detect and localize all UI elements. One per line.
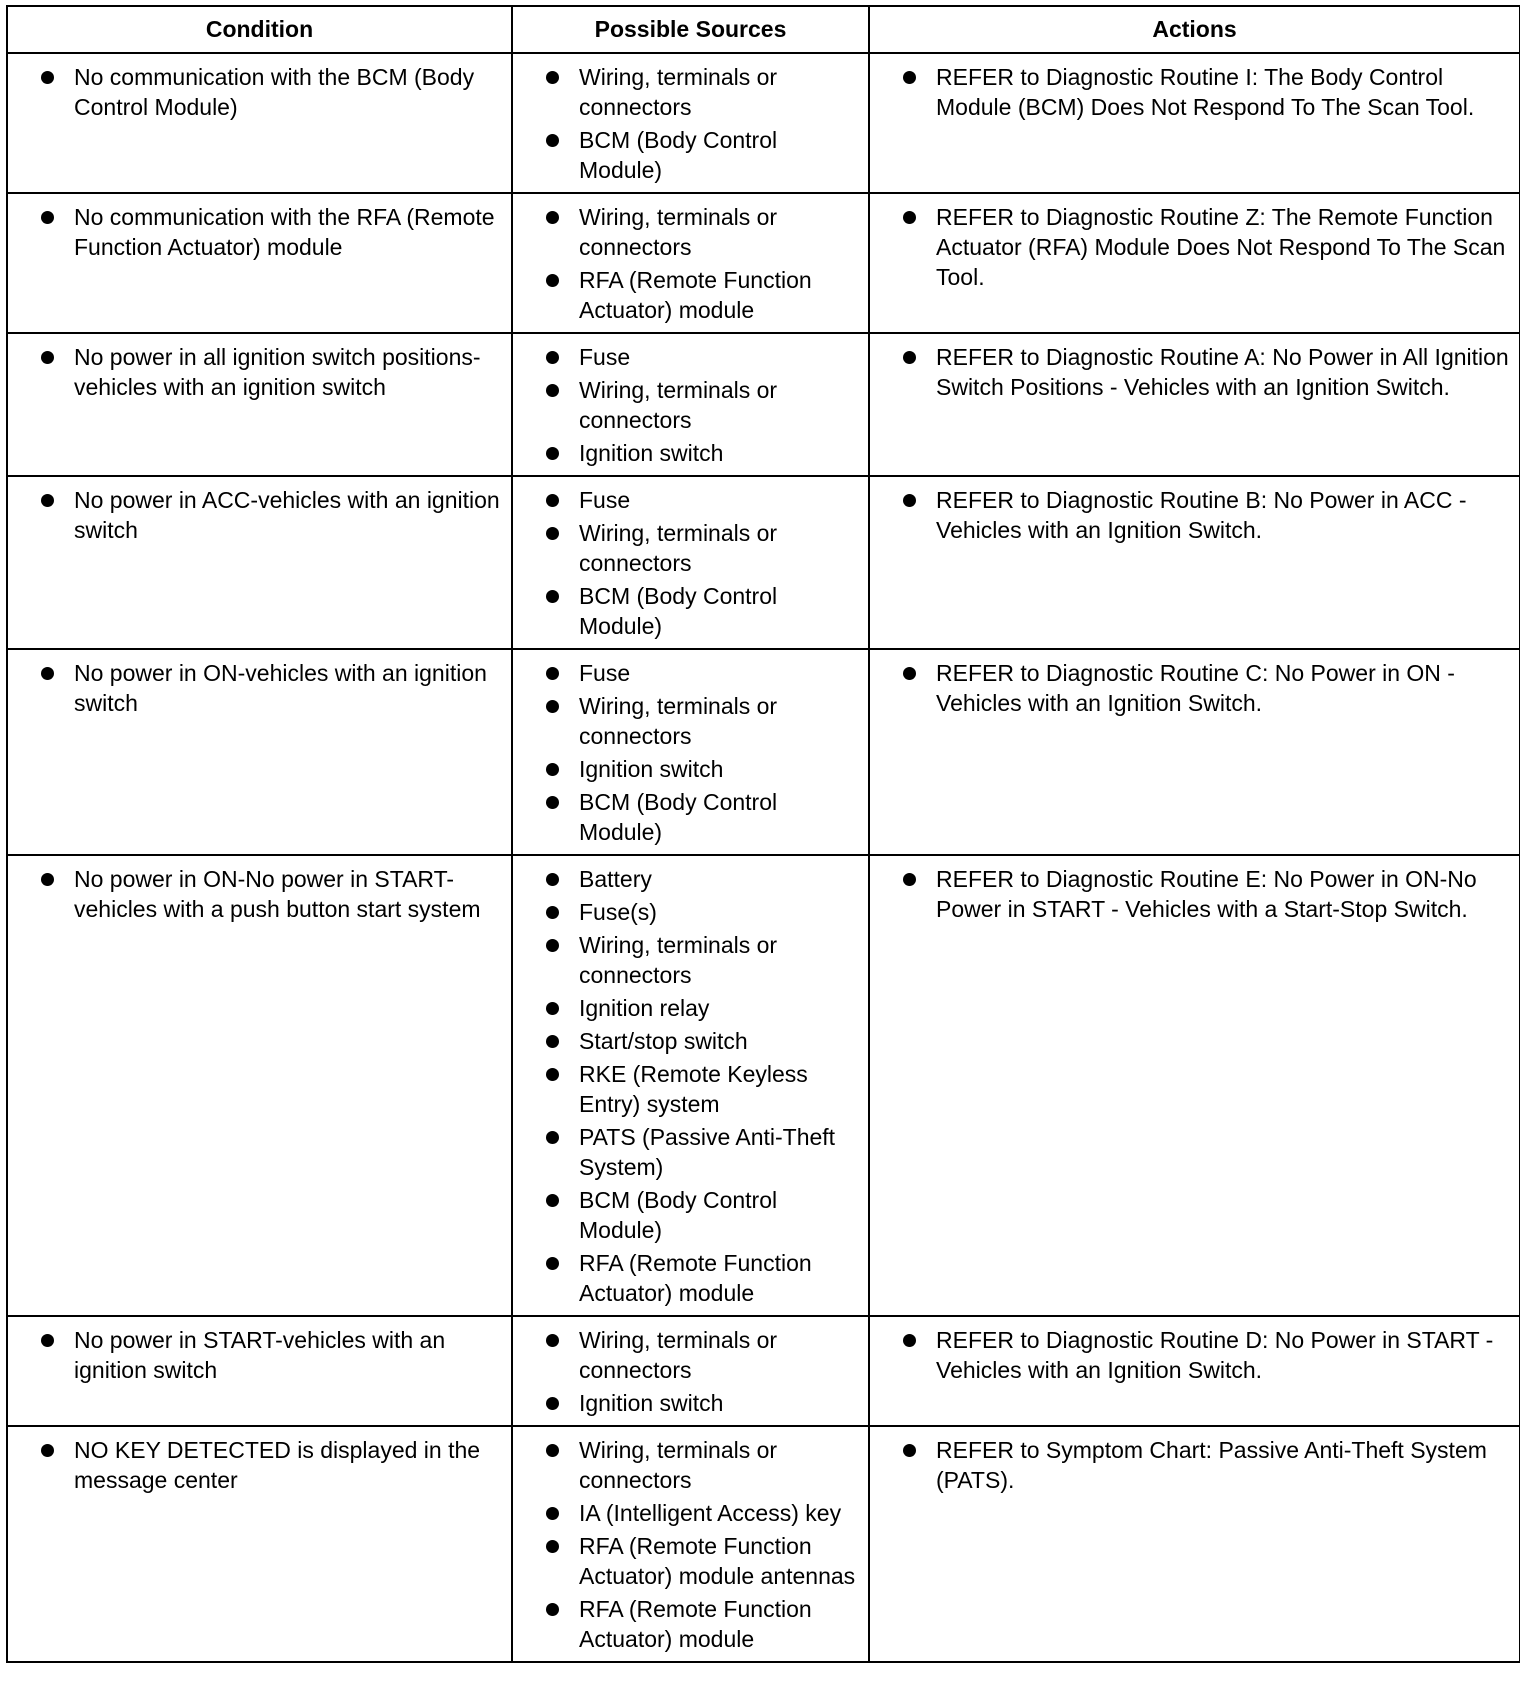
- bullet-icon: [903, 71, 916, 84]
- list-item-text: Battery: [579, 866, 652, 892]
- list-item: [521, 375, 860, 435]
- list-item: [878, 864, 1511, 924]
- list-item-text: Ignition switch: [579, 440, 724, 466]
- list-item-text: No power in ON-No power in START-vehicles with a push button start system: [74, 866, 481, 922]
- condition-cell: [7, 333, 512, 476]
- list-item: [16, 202, 503, 262]
- list-item-text: No power in all ignition switch positions-vehicles with an ignition switch: [74, 344, 481, 400]
- bullet-list: [16, 658, 503, 718]
- bullet-list: [878, 864, 1511, 924]
- bullet-icon: [546, 1444, 559, 1457]
- bullet-icon: [546, 1131, 559, 1144]
- list-item: [16, 485, 503, 545]
- list-item-text: Fuse: [579, 344, 631, 370]
- bullet-icon: [546, 1257, 559, 1270]
- list-item-text: Wiring, terminals or connectors: [579, 932, 778, 988]
- actions-cell: [869, 193, 1520, 333]
- table-row: [7, 1426, 1520, 1662]
- bullet-icon: [903, 873, 916, 886]
- bullet-icon: [903, 351, 916, 364]
- table-row: [7, 333, 1520, 476]
- bullet-icon: [546, 71, 559, 84]
- bullet-list: [16, 62, 503, 122]
- list-item: [521, 864, 860, 894]
- list-item-text: Wiring, terminals or connectors: [579, 520, 778, 576]
- list-item: [521, 581, 860, 641]
- list-item: [521, 342, 860, 372]
- bullet-icon: [41, 351, 54, 364]
- list-item: [521, 518, 860, 578]
- list-item-text: REFER to Diagnostic Routine C: No Power in ON - Vehicles with an Ignition Switch.: [936, 660, 1455, 716]
- bullet-icon: [41, 211, 54, 224]
- condition-cell: [7, 1426, 512, 1662]
- list-item-text: Wiring, terminals or connectors: [579, 693, 778, 749]
- bullet-list: [16, 1325, 503, 1385]
- list-item: [521, 202, 860, 262]
- actions-cell: [869, 1426, 1520, 1662]
- list-item: [521, 1531, 860, 1591]
- list-item-text: Fuse: [579, 487, 631, 513]
- bullet-icon: [546, 211, 559, 224]
- list-item: [521, 993, 860, 1023]
- list-item: [521, 930, 860, 990]
- condition-cell: [7, 476, 512, 649]
- condition-cell: [7, 193, 512, 333]
- bullet-icon: [546, 1397, 559, 1410]
- list-item-text: RFA (Remote Function Actuator) module antennas: [579, 1533, 856, 1589]
- condition-cell: [7, 649, 512, 855]
- bullet-icon: [546, 274, 559, 287]
- table-row: [7, 53, 1520, 193]
- bullet-icon: [546, 447, 559, 460]
- bullet-list: [521, 1325, 860, 1418]
- bullet-list: [878, 1325, 1511, 1385]
- list-item: [878, 62, 1511, 122]
- list-item-text: IA (Intelligent Access) key: [579, 1500, 842, 1526]
- list-item-text: BCM (Body Control Module): [579, 583, 778, 639]
- list-item: [878, 202, 1511, 292]
- list-item-text: REFER to Diagnostic Routine I: The Body Control Module (BCM) Does Not Respond To The Scan Tool.: [936, 64, 1475, 120]
- actions-cell: [869, 649, 1520, 855]
- list-item: [16, 62, 503, 122]
- bullet-icon: [546, 384, 559, 397]
- list-item-text: No communication with the BCM (Body Control Module): [74, 64, 475, 120]
- bullet-icon: [903, 1334, 916, 1347]
- bullet-icon: [546, 1068, 559, 1081]
- table-row: [7, 1316, 1520, 1426]
- bullet-icon: [546, 700, 559, 713]
- list-item: [521, 1185, 860, 1245]
- list-item: [16, 658, 503, 718]
- table-header-row: [7, 6, 1520, 53]
- list-item-text: PATS (Passive Anti-Theft System): [579, 1124, 836, 1180]
- actions-cell: [869, 53, 1520, 193]
- bullet-icon: [546, 796, 559, 809]
- table-row: [7, 649, 1520, 855]
- list-item-text: Wiring, terminals or connectors: [579, 377, 778, 433]
- list-item: [878, 485, 1511, 545]
- list-item: [878, 1435, 1511, 1495]
- bullet-icon: [546, 1002, 559, 1015]
- bullet-list: [878, 202, 1511, 292]
- list-item-text: REFER to Diagnostic Routine D: No Power in START - Vehicles with an Ignition Switch.: [936, 1327, 1494, 1383]
- bullet-list: [16, 485, 503, 545]
- list-item: [521, 1122, 860, 1182]
- bullet-icon: [546, 1035, 559, 1048]
- list-item: [521, 787, 860, 847]
- list-item-text: BCM (Body Control Module): [579, 789, 778, 845]
- list-item: [521, 438, 860, 468]
- list-item-text: BCM (Body Control Module): [579, 127, 778, 183]
- symptom-chart-table: [6, 5, 1520, 1663]
- list-item-text: REFER to Diagnostic Routine E: No Power in ON-No Power in START - Vehicles with a Start-Stop Switch.: [936, 866, 1477, 922]
- list-item-text: RFA (Remote Function Actuator) module: [579, 1250, 812, 1306]
- bullet-icon: [903, 1444, 916, 1457]
- column-header-actions: Actions: [869, 6, 1520, 53]
- bullet-icon: [546, 763, 559, 776]
- column-header-condition: Condition: [7, 6, 512, 53]
- possible-sources-cell: [512, 333, 869, 476]
- bullet-list: [878, 485, 1511, 545]
- actions-cell: [869, 476, 1520, 649]
- bullet-icon: [546, 590, 559, 603]
- list-item: [16, 864, 503, 924]
- list-item: [521, 1248, 860, 1308]
- list-item: [521, 1594, 860, 1654]
- bullet-icon: [41, 1334, 54, 1347]
- list-item: [521, 1435, 860, 1495]
- bullet-icon: [546, 527, 559, 540]
- list-item-text: Wiring, terminals or connectors: [579, 1327, 778, 1383]
- list-item-text: No power in START-vehicles with an ignition switch: [74, 1327, 446, 1383]
- bullet-icon: [546, 939, 559, 952]
- bullet-list: [878, 342, 1511, 402]
- possible-sources-cell: [512, 1316, 869, 1426]
- list-item-text: NO KEY DETECTED is displayed in the message center: [74, 1437, 481, 1493]
- bullet-icon: [41, 494, 54, 507]
- actions-cell: [869, 333, 1520, 476]
- list-item-text: REFER to Diagnostic Routine A: No Power in All Ignition Switch Positions - Vehicles with an Ignition Switch.: [936, 344, 1509, 400]
- list-item-text: RFA (Remote Function Actuator) module: [579, 1596, 812, 1652]
- table-row: [7, 193, 1520, 333]
- list-item: [521, 897, 860, 927]
- bullet-icon: [546, 134, 559, 147]
- bullet-list: [878, 62, 1511, 122]
- bullet-icon: [546, 667, 559, 680]
- list-item-text: Wiring, terminals or connectors: [579, 1437, 778, 1493]
- list-item: [16, 1435, 503, 1495]
- possible-sources-cell: [512, 1426, 869, 1662]
- bullet-list: [521, 485, 860, 641]
- list-item: [521, 691, 860, 751]
- list-item: [521, 1498, 860, 1528]
- list-item-text: REFER to Diagnostic Routine B: No Power in ACC - Vehicles with an Ignition Switch.: [936, 487, 1467, 543]
- list-item: [521, 658, 860, 688]
- list-item-text: No power in ACC-vehicles with an ignition switch: [74, 487, 500, 543]
- list-item: [521, 265, 860, 325]
- list-item: [521, 62, 860, 122]
- list-item-text: RFA (Remote Function Actuator) module: [579, 267, 812, 323]
- bullet-list: [16, 342, 503, 402]
- condition-cell: [7, 855, 512, 1316]
- bullet-list: [878, 1435, 1511, 1495]
- list-item-text: Ignition switch: [579, 756, 724, 782]
- bullet-icon: [41, 667, 54, 680]
- bullet-list: [521, 658, 860, 847]
- list-item-text: Wiring, terminals or connectors: [579, 64, 778, 120]
- bullet-list: [16, 864, 503, 924]
- possible-sources-cell: [512, 53, 869, 193]
- bullet-list: [878, 658, 1511, 718]
- possible-sources-cell: [512, 855, 869, 1316]
- list-item-text: No communication with the RFA (Remote Function Actuator) module: [74, 204, 495, 260]
- bullet-list: [16, 1435, 503, 1495]
- list-item: [878, 342, 1511, 402]
- bullet-icon: [546, 873, 559, 886]
- condition-cell: [7, 53, 512, 193]
- table-row: [7, 855, 1520, 1316]
- list-item-text: No power in ON-vehicles with an ignition switch: [74, 660, 487, 716]
- list-item-text: Fuse: [579, 660, 631, 686]
- bullet-icon: [903, 494, 916, 507]
- list-item: [16, 342, 503, 402]
- list-item-text: REFER to Diagnostic Routine Z: The Remote Function Actuator (RFA) Module Does Not Respond To The Scan Tool.: [936, 204, 1506, 290]
- bullet-icon: [546, 494, 559, 507]
- list-item-text: Ignition relay: [579, 995, 710, 1021]
- list-item: [521, 125, 860, 185]
- bullet-icon: [546, 1540, 559, 1553]
- bullet-icon: [546, 351, 559, 364]
- list-item: [521, 754, 860, 784]
- list-item: [521, 485, 860, 515]
- bullet-list: [521, 342, 860, 468]
- bullet-list: [16, 202, 503, 262]
- possible-sources-cell: [512, 649, 869, 855]
- bullet-icon: [546, 1194, 559, 1207]
- table-body: [7, 53, 1520, 1662]
- possible-sources-cell: [512, 193, 869, 333]
- list-item: [878, 1325, 1511, 1385]
- bullet-icon: [41, 71, 54, 84]
- bullet-list: [521, 864, 860, 1308]
- list-item: [878, 658, 1511, 718]
- actions-cell: [869, 1316, 1520, 1426]
- column-header-possible-sources: Possible Sources: [512, 6, 869, 53]
- bullet-icon: [546, 906, 559, 919]
- bullet-icon: [546, 1507, 559, 1520]
- list-item-text: Ignition switch: [579, 1390, 724, 1416]
- bullet-list: [521, 62, 860, 185]
- bullet-icon: [41, 1444, 54, 1457]
- bullet-icon: [903, 667, 916, 680]
- possible-sources-cell: [512, 476, 869, 649]
- list-item-text: Wiring, terminals or connectors: [579, 204, 778, 260]
- actions-cell: [869, 855, 1520, 1316]
- list-item: [521, 1026, 860, 1056]
- list-item-text: Start/stop switch: [579, 1028, 748, 1054]
- table-row: [7, 476, 1520, 649]
- list-item-text: Fuse(s): [579, 899, 657, 925]
- bullet-icon: [903, 211, 916, 224]
- bullet-icon: [41, 873, 54, 886]
- list-item: [521, 1059, 860, 1119]
- condition-cell: [7, 1316, 512, 1426]
- bullet-icon: [546, 1334, 559, 1347]
- list-item-text: REFER to Symptom Chart: Passive Anti-Theft System (PATS).: [936, 1437, 1487, 1493]
- list-item: [521, 1325, 860, 1385]
- list-item-text: BCM (Body Control Module): [579, 1187, 778, 1243]
- list-item: [521, 1388, 860, 1418]
- list-item-text: RKE (Remote Keyless Entry) system: [579, 1061, 808, 1117]
- list-item: [16, 1325, 503, 1385]
- bullet-icon: [546, 1603, 559, 1616]
- bullet-list: [521, 1435, 860, 1654]
- bullet-list: [521, 202, 860, 325]
